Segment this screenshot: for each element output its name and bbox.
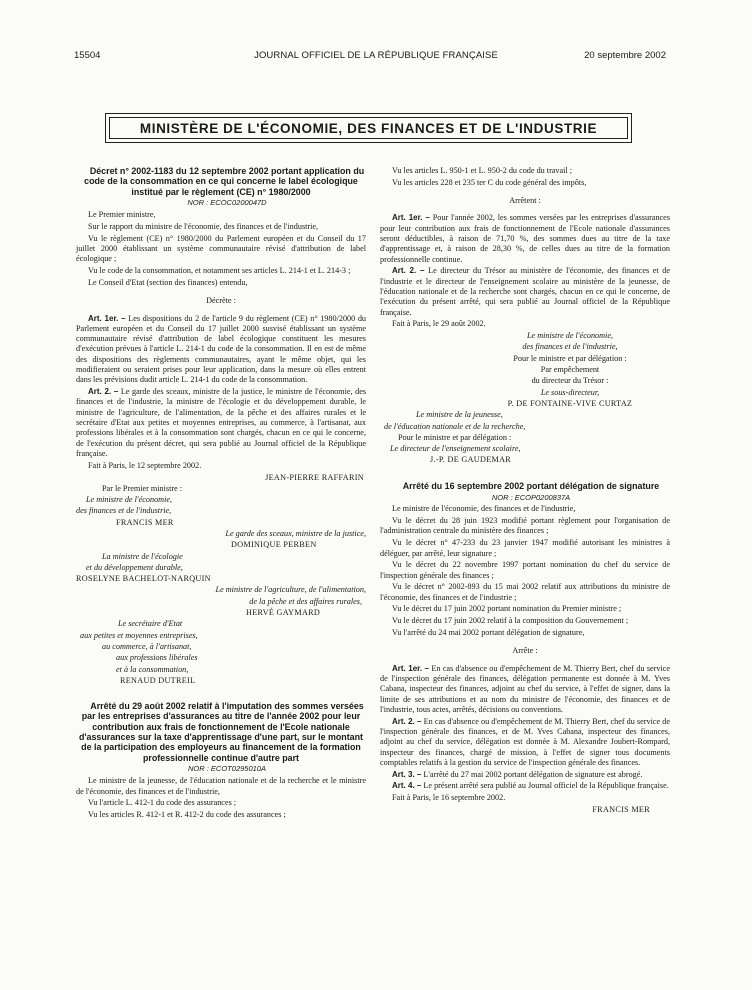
arrete2-paragraph: Vu le décret du 28 juin 1923 modifié portant règlement pour l'organisation de l'administration centrale du ministère des finances ;: [380, 516, 670, 536]
signature-line: aux petites et moyennes entreprises,: [80, 630, 198, 640]
decree-title: Décret n° 2002-1183 du 12 septembre 2002 portant application du code de la consommation en ce qui concerne le label écologique institué par le règlement (CE) n° 1980/2000: [84, 166, 365, 197]
signature-line: Pour le ministre et par délégation :: [398, 432, 512, 442]
article-text: En cas d'absence ou d'empêchement de M. Thierry Bert, chef du service de l'inspection générale des finances, délégation permanente est donnée à M. Yves Cabana, inspecteur des finances, adjoint au chef du service, à l'effet de signer, dans la limite de ses attributions et au nom du ministre de l'économie, des finances et de l'industrie, tous actes, arrêtés, décisions ou conventions.: [380, 663, 671, 714]
arrete-fait: Fait à Paris, le 29 août 2002.: [392, 319, 486, 329]
arrete-paragraph: Vu les articles L. 950-1 et L. 950-2 du code du travail ;: [392, 166, 573, 175]
signature-line: Le ministre de l'agriculture, de l'alimentation,: [215, 585, 366, 595]
signature-line: Par empêchement: [540, 365, 600, 375]
page-number: 15504: [74, 50, 101, 61]
arrete2-article-2: [380, 717, 670, 768]
article-label: Art. 1er. –: [392, 663, 429, 673]
signature-line: Le ministre de l'économie,: [86, 495, 173, 505]
decree-paragraph: Vu le code de la consommation, et notamment ses articles L. 214-1 et L. 214-3 ;: [88, 266, 351, 276]
article-label: Art. 2. –: [88, 387, 119, 397]
signature-line: de l'éducation nationale et de la recherche,: [384, 421, 526, 431]
signature-line: aux professions libérales: [116, 653, 198, 663]
signature-line: de la pêche et des affaires rurales,: [249, 596, 362, 606]
article-text: Le directeur du Trésor au ministère de l'économie, des finances et de l'industrie et le directeur de l'enseignement scolaire au ministère de la jeunesse, de l'éducation nationale et de la recherche sont chargés, chacun en ce qui le concerne, de l'exécution du présent arrêté, qui sera publié au Journal officiel de la République française.: [380, 266, 670, 317]
arrete-article-1: [380, 213, 670, 264]
article-text: Le présent arrêté sera publié au Journal officiel de la République française.: [423, 781, 669, 791]
arrete2-paragraph: Vu le décret n° 2002-893 du 15 mai 2002 relatif aux attributions du ministre de l'économie, des finances et de l'industrie ;: [380, 582, 670, 602]
arrete2-paragraph: Vu le décret du 17 juin 2002 portant nomination du Premier ministre ;: [392, 604, 622, 614]
arrete2-article-4: [380, 781, 670, 791]
article-label: Art. 2. –: [392, 716, 422, 726]
left-column: [76, 166, 366, 822]
decree-article-1: [76, 314, 366, 386]
arrete2-arrete: Arrête :: [512, 645, 538, 655]
article-label: Art. 2. –: [392, 266, 425, 276]
signature-line: Par le Premier ministre :: [102, 483, 183, 493]
signatory-name: RENAUD DUTREIL: [120, 675, 196, 685]
article-label: Art. 3. –: [392, 769, 422, 779]
signatory-name: FRANCIS MER: [116, 517, 174, 527]
signatory-name: FRANCIS MER: [592, 805, 650, 815]
arrete-paragraph: Vu les articles R. 412-1 et R. 412-2 du code des assurances ;: [88, 810, 286, 820]
signature-line: au commerce, à l'artisanat,: [102, 641, 192, 651]
arrete2-article-3: [380, 770, 670, 780]
decree-paragraph: Sur le rapport du ministre de l'économie, des finances et de l'industrie,: [88, 221, 319, 231]
decree-fait: Fait à Paris, le 12 septembre 2002.: [88, 460, 202, 470]
journal-title: JOURNAL OFFICIEL DE LA RÉPUBLIQUE FRANÇAISE: [254, 50, 498, 61]
arrete2-paragraph: Le ministre de l'économie, des finances et de l'industrie,: [392, 504, 576, 514]
decree-paragraph: Le Conseil d'Etat (section des finances) entendu,: [88, 277, 248, 287]
arrete2-title: Arrêté du 16 septembre 2002 portant délégation de signature: [402, 480, 660, 491]
arrete2-paragraph: Vu l'arrêté du 24 mai 2002 portant délégation de signature,: [392, 628, 585, 638]
signatory-name: JEAN-PIERRE RAFFARIN: [265, 472, 364, 482]
signature-line: des finances et de l'industrie,: [76, 506, 172, 516]
signature-line: Le secrétaire d'Etat: [118, 619, 183, 629]
right-column: [380, 166, 670, 816]
decree-decrete: Décrète :: [206, 295, 236, 305]
arrete-paragraph: Le ministre de la jeunesse, de l'éducation nationale et de la recherche et le ministre de l'économie, des finances et de l'industrie,: [76, 776, 366, 796]
decree-article-2: [76, 387, 366, 459]
arrete-title: Arrêté du 29 août 2002 relatif à l'imputation des sommes versées par les entreprises d'assurances au titre de l'année 2002 pour leur contribution aux frais de fonctionnement de l'Ecole nationale d'assurances sur la taxe d'apprentissage d'une part, sur le montant de la participation des employeurs au financement de la formation professionnelle continue d'autre part: [78, 701, 364, 763]
arrete2-fait: Fait à Paris, le 16 septembre 2002.: [392, 793, 506, 803]
signature-line: Le directeur de l'enseignement scolaire,: [390, 444, 521, 454]
arrete2-paragraph: Vu le décret du 17 juin 2002 relatif à la composition du Gouvernement ;: [392, 616, 629, 626]
article-text: Les dispositions du 2 de l'article 9 du règlement (CE) n° 1980/2000 du Parlement européen et du Conseil du 17 juillet 2000 susvisé établissant un système communautaire révisé d'attribution de label écologique constituent les mesures d'exécution prévues à l'article L. 214-1 du code de la consommation. Il en est de même des dispositions des règlements communautaires, ayant le même objet, qui les modifieraient ou seraient prises pour leur application, dans la mesure où elles entrent dans les prévisions dudit article L. 214-1 du code de la consommation.: [76, 313, 367, 385]
arrete2-nor: NOR : ECOP0200837A: [491, 492, 571, 502]
arrete-paragraph: Vu les articles 228 et 235 ter C du code général des impôts,: [392, 177, 587, 187]
issue-date: 20 septembre 2002: [584, 50, 666, 61]
signature-line: La ministre de l'écologie: [102, 551, 183, 561]
ministry-title: MINISTÈRE DE L'ÉCONOMIE, DES FINANCES ET DE L'INDUSTRIE: [109, 117, 628, 139]
signatory-name: J.-P. DE GAUDEMAR: [430, 455, 512, 465]
article-text: Le garde des sceaux, ministre de la justice, le ministre de l'économie, des finances et de l'industrie, la ministre de l'écologie et du développement durable, le ministre de l'agriculture, de l'alimentation, de la pêche et des affaires rurales et le secrétaire d'Etat aux petites et moyennes entreprises, au commerce, à l'artisanat, aux professions libérales et à la consommation sont chargés, chacun en ce qui le concerne, de l'exécution du présent décret, qui sera publié au Journal officiel de la République française.: [76, 387, 367, 458]
article-text: L'arrêté du 27 mai 2002 portant délégation de signature est abrogé.: [423, 769, 643, 779]
signature-line: et à la consommation,: [116, 664, 189, 674]
decree-nor: NOR : ECOC0200047D: [187, 198, 267, 208]
signature-line: du directeur du Trésor :: [531, 376, 609, 386]
signature-line: Le garde des sceaux, ministre de la justice,: [225, 529, 366, 538]
article-text: En cas d'absence ou d'empêchement de M. Thierry Bert, chef du service de l'inspection générale des finances, et de M. Yves Cabana, inspecteur des finances, adjoint au chef du service, délégation est donnée à M. Alexandre Joubert-Rompard, inspecteur des finances, chargé de mission, à l'effet de signer tous documents comptables relatifs à la gestion du service de l'inspection générale des finances.: [380, 716, 671, 767]
decree-paragraph: Le Premier ministre,: [88, 210, 156, 220]
article-label: Art. 1er. –: [88, 313, 126, 323]
signature-line: Le ministre de la jeunesse,: [416, 410, 503, 420]
signature-line: Le ministre de l'économie,: [526, 331, 614, 341]
signatory-name: HERVÉ GAYMARD: [246, 608, 321, 618]
signature-line: et du développement durable,: [86, 562, 183, 572]
signature-line: des finances et de l'industrie,: [522, 342, 618, 352]
article-label: Art. 1er. –: [392, 213, 430, 223]
arrete-arretent: Arrêtent :: [509, 195, 541, 205]
ministry-banner: [105, 113, 632, 143]
arrete-paragraph: Vu l'article L. 412-1 du code des assurances ;: [88, 798, 237, 808]
signatory-name: P. DE FONTAINE-VIVE CURTAZ: [507, 398, 633, 408]
decree-paragraph: Vu le règlement (CE) n° 1980/2000 du Parlement européen et du Conseil du 17 juillet 2000 établissant un système communautaire révisé d'attribution de label écologique ;: [76, 233, 366, 264]
arrete2-paragraph: Vu le décret du 22 novembre 1997 portant nomination du chef du service de l'inspection générale des finances ;: [380, 560, 670, 580]
signature-line: Pour le ministre et par délégation :: [513, 353, 627, 363]
signature-line: Le sous-directeur,: [540, 387, 600, 397]
page-header: [0, 50, 752, 64]
arrete2-article-1: [380, 664, 670, 715]
article-text: Pour l'année 2002, les sommes versées par les entreprises d'assurances pour leur contribution aux frais de fonctionnement de l'Ecole nationale d'assurances seront déductibles, à raison de 71,70 %, des sommes dues au titre de la taxe d'apprentissage et, à raison de 28,30 %, de celles dues au titre de la formation professionnelle continue.: [380, 213, 670, 264]
signatory-name: DOMINIQUE PERBEN: [231, 540, 317, 550]
article-label: Art. 4. –: [392, 781, 422, 791]
arrete-nor: NOR : ECOT0295010A: [188, 764, 266, 774]
signatory-name: ROSELYNE BACHELOT-NARQUIN: [76, 574, 211, 584]
arrete2-paragraph: Vu le décret n° 47-233 du 23 janvier 1947 modifié autorisant les ministres à déléguer, par arrêté, leur signature ;: [380, 538, 670, 558]
arrete-article-2: [380, 266, 670, 317]
